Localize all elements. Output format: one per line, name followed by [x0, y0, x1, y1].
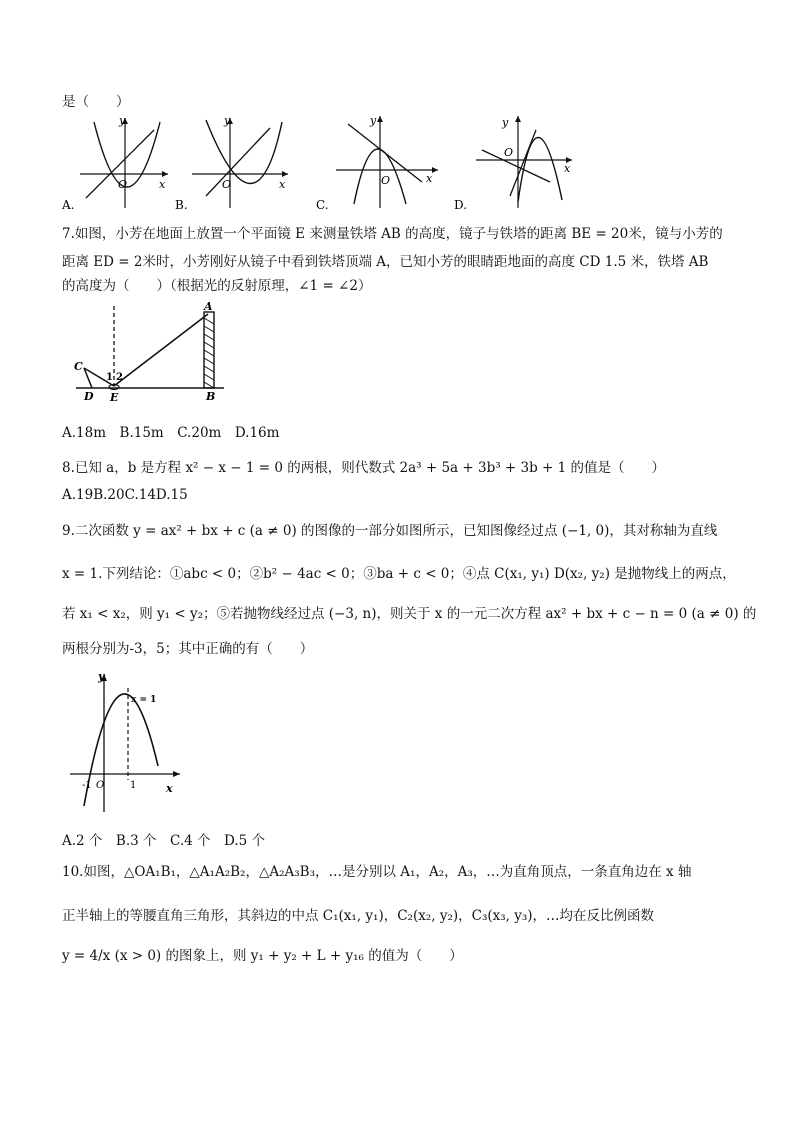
- point-e-label: E: [110, 391, 119, 404]
- q7-line-1: 7.如图，小芳在地面上放置一个平面镜 E 来测量铁塔 AB 的高度，镜子与铁塔的距离 BE = 20米，镜与小芳的: [62, 226, 723, 242]
- origin-label: O: [381, 174, 391, 187]
- q9-line-4: 两根分别为-3，5；其中正确的有（ ）: [62, 641, 314, 657]
- point-d-label: D: [84, 390, 94, 403]
- option-letter-b: B.: [175, 198, 188, 210]
- axis-label-y: y: [224, 114, 231, 127]
- axis-label-y: y: [119, 114, 126, 127]
- q6-graph-a: [62, 112, 172, 210]
- axis-label-y: y: [98, 670, 105, 683]
- origin-label: O: [118, 178, 128, 191]
- origin-label: O: [222, 178, 232, 191]
- axis-label-x: x: [426, 172, 433, 185]
- q6-graph-d: [454, 112, 578, 210]
- angle-1-label: 1: [106, 372, 113, 383]
- q6-graph-b: [172, 112, 292, 210]
- q7-line-3: 的高度为（ ）（根据光的反射原理，∠1 = ∠2）: [62, 278, 372, 294]
- axis-label-x: x: [159, 178, 166, 191]
- axis-label-y: y: [502, 116, 509, 129]
- q10-line-3: y = 4/x (x > 0) 的图象上，则 y₁ + y₂ + L + y₁₆ 的值为（ ）: [62, 948, 463, 964]
- q6-tail: 是（ ）: [62, 94, 130, 110]
- q9-line-3: 若 x₁ < x₂，则 y₁ < y₂；⑤若抛物线经过点 (−3, n)，则关于 x 的一元二次方程 ax² + bx + c − n = 0 (a ≠ 0) 的: [62, 606, 757, 622]
- option-letter-d: D.: [454, 198, 468, 210]
- q9-parabola-figure: [66, 666, 186, 816]
- q7-line-2: 距离 ED = 2米时，小芳刚好从镜子中看到铁塔顶端 A，已知小芳的眼睛距地面的高度 CD 1.5 米，铁塔 AB: [62, 254, 709, 270]
- symmetry-axis-label: x = 1: [131, 695, 157, 705]
- option-letter-a: A.: [62, 198, 75, 210]
- angle-2-label: 2: [116, 372, 123, 383]
- q8-options: A.19B.20C.14D.15: [62, 487, 188, 503]
- tick-label-neg1: -1: [82, 780, 92, 791]
- axis-label-y: y: [370, 114, 377, 127]
- origin-label: O: [96, 780, 105, 791]
- q10-line-2: 正半轴上的等腰直角三角形，其斜边的中点 C₁(x₁, y₁)，C₂(x₂, y₂)，C₃(x₃, y₃)，…均在反比例函数: [62, 908, 655, 924]
- q9-line-1: 9.二次函数 y = ax² + bx + c (a ≠ 0) 的图像的一部分如图所示，已知图像经过点 (−1, 0)，其对称轴为直线: [62, 523, 718, 539]
- point-b-label: B: [206, 390, 216, 403]
- point-c-label: C: [74, 360, 83, 373]
- q9-options: A.2 个 B.3 个 C.4 个 D.5 个: [62, 833, 266, 849]
- axis-label-x: x: [279, 178, 286, 191]
- tick-label-1: 1: [130, 780, 137, 791]
- q7-tower-figure: [70, 300, 230, 404]
- option-letter-c: C.: [316, 198, 329, 210]
- point-a-label: A: [204, 300, 213, 313]
- q9-line-2: x = 1.下列结论：①abc < 0；②b² − 4ac < 0；③ba + c < 0；④点 C(x₁, y₁) D(x₂, y₂) 是抛物线上的两点，: [62, 566, 736, 582]
- axis-label-x: x: [166, 782, 173, 795]
- axis-label-x: x: [564, 162, 571, 175]
- q8-line-1: 8.已知 a，b 是方程 x² − x − 1 = 0 的两根，则代数式 2a³ + 5a + 3b³ + 3b + 1 的值是（ ）: [62, 460, 666, 476]
- q6-graph-c: [314, 112, 444, 210]
- origin-label: O: [504, 146, 514, 159]
- q7-options: A.18m B.15m C.20m D.16m: [62, 425, 280, 441]
- q10-line-1: 10.如图，△OA₁B₁，△A₁A₂B₂，△A₂A₃B₃，…是分别以 A₁，A₂，A₃，…为直角顶点，一条直角边在 x 轴: [62, 864, 692, 880]
